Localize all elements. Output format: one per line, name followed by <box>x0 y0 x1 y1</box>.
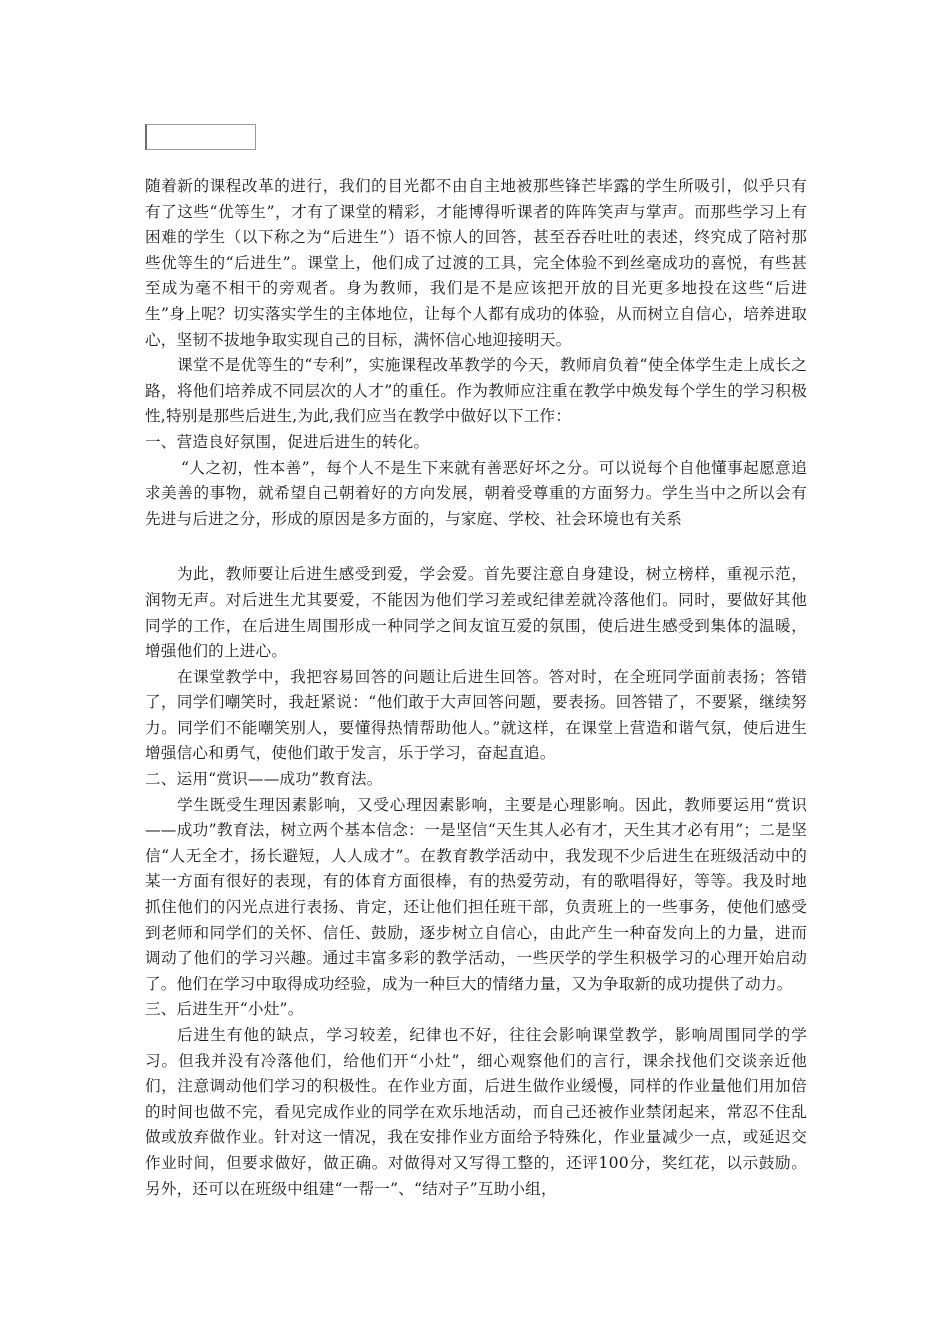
paragraph-human-nature: “人之初，性本善”，每个人不是生下来就有善恶好坏之分。可以说每个自他懂事起愿意追求美善的事物，就希望自己朝着好的方向发展，朝着受尊重的方面努力。学生当中之所以会有先进与后进之分，形成的原因是多方面的，与家庭、学校、社会环境也有关系 <box>145 458 807 528</box>
paragraph-appreciation-method: 学生既受生理因素影响，又受心理因素影响，主要是心理影响。因此，教师要运用“赏识——成功”教育法，树立两个基本信念：一是坚信“天生其人必有才，天生其才必有用”；二是坚信“人无全才，扬长避短，人人成才”。在教育教学活动中，我发现不少后进生在班级活动中的某一方面有很好的表现，有的体育方面很棒，有的热爱劳动，有的歌唱得好，等等。我及时地抓住他们的闪光点进行表扬、肯定，还让他们担任班干部，负责班上的一些事务，使他们感受到老师和同学们的关怀、信任、鼓励，逐步树立自信心，由此产生一种奋发向上的力量，进而调动了他们的学习兴趣。通过丰富多彩的教学活动，一些厌学的学生积极学习的心理开始启动了。他们在学习中取得成功经验，成为一种巨大的情绪力量，又为争取新的成功提供了动力。 <box>145 795 807 993</box>
section-heading-3: 三、后进生开“小灶”。 <box>145 1000 304 1019</box>
paragraph-classroom-not-patent: 课堂不是优等生的“专利”，实施课程改革教学的今天，教师肩负着“使全体学生走上成长之路，将他们培养成不同层次的人才”的重任。作为教师应注重在教学中焕发每个学生的学习积极性,特别是那些后进生,为此,我们应当在教学中做好以下工作： <box>145 356 807 426</box>
paragraph-feel-love: 为此，教师要让后进生感受到爱，学会爱。首先要注意自身建设，树立榜样，重视示范，润物无声。对后进生尤其要爱，不能因为他们学习差或纪律差就冷落他们。同时，要做好其他同学的工作，在后进生周围形成一种同学之间友谊互爱的氛围，使后进生感受到集体的温暖，增强他们的上进心。 <box>145 565 807 661</box>
section-heading-2: 二、运用“赏识——成功”教育法。 <box>145 770 383 789</box>
paragraph-extra-help: 后进生有他的缺点，学习较差，纪律也不好，往往会影响课堂教学，影响周围同学的学习。但我并没有冷落他们，给他们开“小灶”，细心观察他们的言行，课余找他们交谈亲近他们，注意调动他们学习的积极性。在作业方面，后进生做作业缓慢，同样的作业量他们用加倍的时间也做不完，看见完成作业的同学在欢乐地活动，而自己还被作业禁闭起来，常忍不住乱做或放弃做作业。针对这一情况，我在安排作业方面给予特殊化，作业量减少一点，或延迟交作业时间，但要求做好，做正确。对做得对又写得工整的，还评100分，奖红花，以示鼓励。另外，还可以在班级中组建“一帮一”、“结对子”互助小组， <box>145 1026 807 1198</box>
header-blank-box <box>145 124 256 150</box>
paragraph-classroom-teaching: 在课堂教学中，我把容易回答的问题让后进生回答。答对时，在全班同学面前表扬；答错了，同学们嘲笑时，我赶紧说：“他们敢于大声回答问题，要表扬。回答错了，不要紧，继续努力。同学们不能嘲笑别人，要懂得热情帮助他人。”就这样，在课堂上营造和谐气氛，使后进生增强信心和勇气，使他们敢于发言，乐于学习，奋起直追。 <box>145 667 807 763</box>
document-body <box>145 174 807 1202</box>
paragraph-intro: 随着新的课程改革的进行，我们的目光都不由自主地被那些锋芒毕露的学生所吸引，似乎只有有了这些“优等生”，才有了课堂的精彩，才能博得听课者的阵阵笑声与掌声。而那些学习上有困难的学生（以下称之为“后进生”）语不惊人的回答，甚至吞吞吐吐的表述，终究成了陪衬那些优等生的“后进生”。课堂上，他们成了过渡的工具，完全体验不到丝毫成功的喜悦，有些甚至成为毫不相干的旁观者。身为教师，我们是不是应该把开放的目光更多地投在这些“后进生”身上呢？切实落实学生的主体地位，让每个人都有成功的体验，从而树立自信心，培养进取心，坚韧不拔地争取实现自己的目标，满怀信心地迎接明天。 <box>145 177 807 349</box>
paragraph-gap <box>145 532 807 562</box>
section-heading-1: 一、营造良好氛围，促进后进生的转化。 <box>145 432 430 451</box>
